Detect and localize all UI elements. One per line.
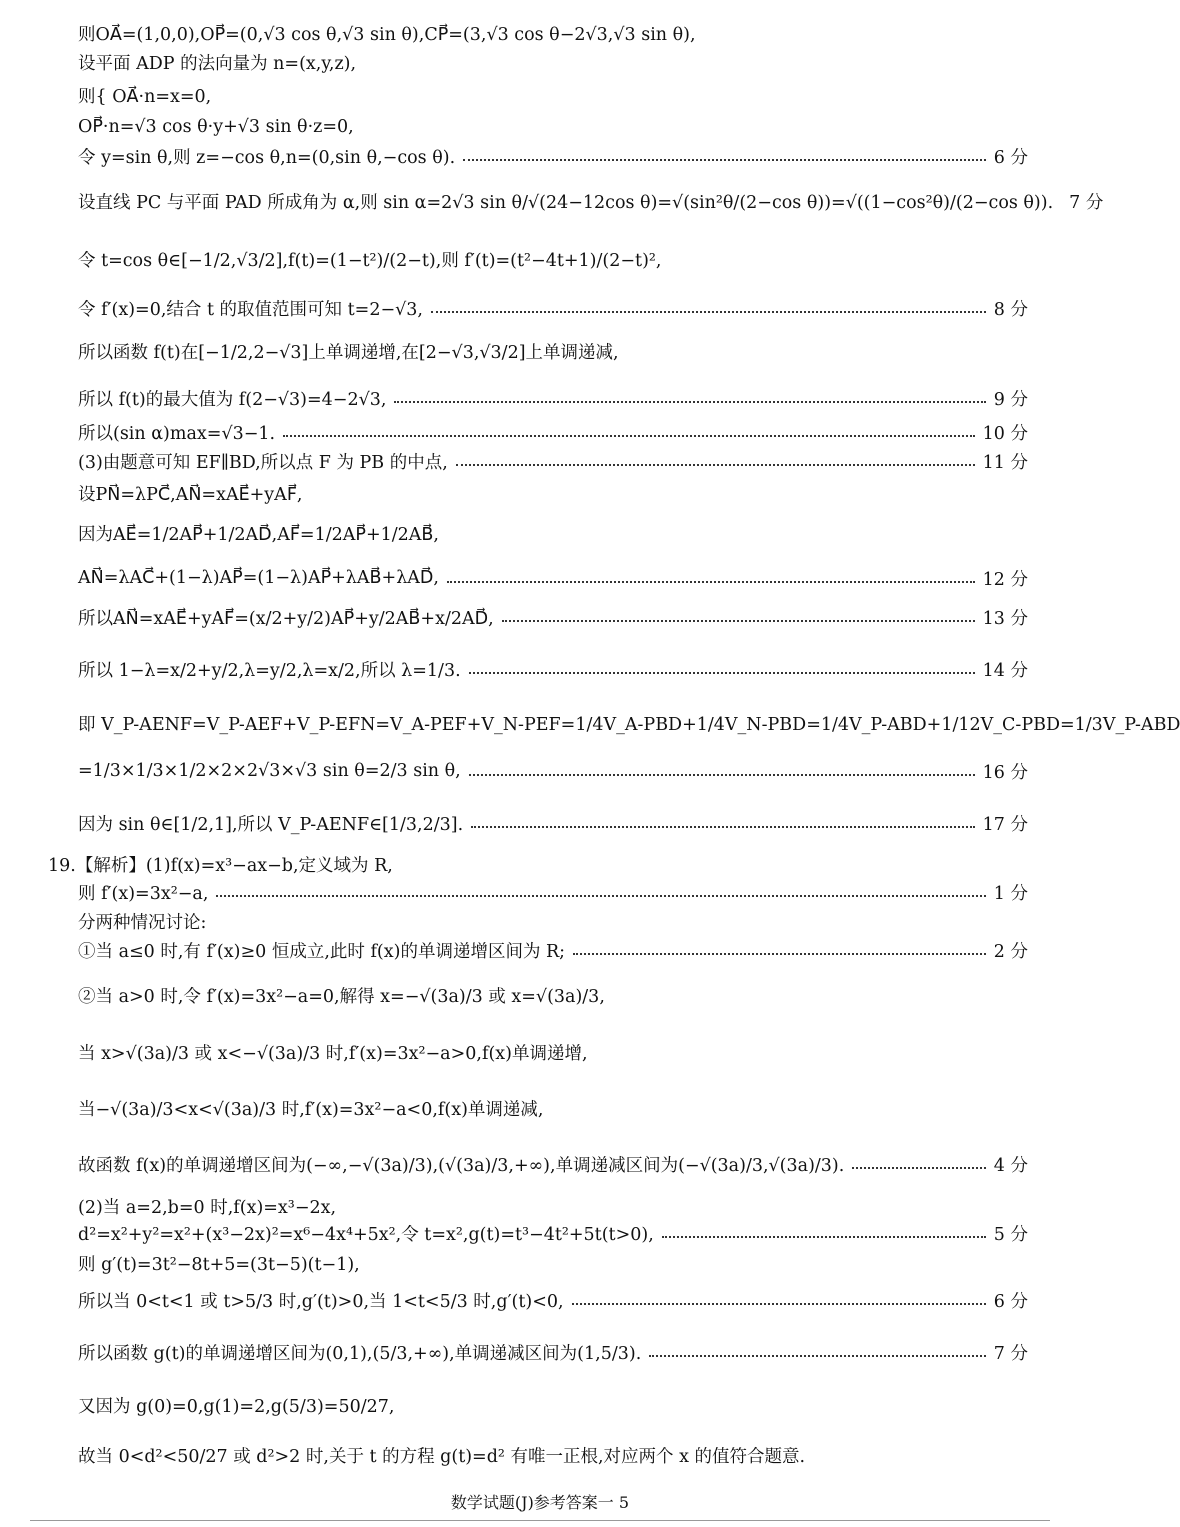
- solution-text: 则{ OA⃗·n=x=0,: [78, 86, 212, 107]
- solution-text: (3)由题意可知 EF∥BD,所以点 F 为 PB 的中点,: [78, 452, 448, 473]
- dot-leader: [572, 1303, 986, 1305]
- solution-line: [78, 1248, 1028, 1278]
- score-label: 6 分: [993, 1291, 1028, 1312]
- solution-line: [78, 244, 1028, 274]
- solution-line: [78, 1149, 1028, 1179]
- solution-line: [78, 80, 1028, 110]
- solution-line: [78, 293, 1028, 323]
- solution-text: 令 t=cos θ∈[−1/2,√3/2],f(t)=(1−t²)/(2−t),则 f′(t)=(t²−4t+1)/(2−t)²,: [78, 250, 662, 271]
- solution-line: [78, 47, 1028, 77]
- solution-line: [78, 756, 1028, 786]
- score-label: 5 分: [993, 1224, 1028, 1245]
- solution-text: (2)当 a=2,b=0 时,f(x)=x³−2x,: [78, 1197, 337, 1218]
- solution-text: 当 x>√(3a)/3 或 x<−√(3a)/3 时,f′(x)=3x²−a>0,f(x)单调递增,: [78, 1043, 588, 1064]
- solution-line: [78, 417, 1028, 447]
- solution-text: AN⃗=λAC⃗+(1−λ)AP⃗=(1−λ)AP⃗+λAB⃗+λAD⃗,: [78, 568, 439, 588]
- solution-line: [78, 708, 1180, 738]
- solution-line: [78, 18, 1028, 48]
- dot-leader: [283, 435, 975, 437]
- dot-leader: [394, 401, 985, 403]
- solution-text: 又因为 g(0)=0,g(1)=2,g(5/3)=50/27,: [78, 1396, 395, 1417]
- solution-line: [78, 602, 1028, 632]
- solution-line: [78, 478, 1028, 508]
- solution-line: [78, 906, 1028, 936]
- page-footer: 数学试题(J)参考答案一 5: [450, 1493, 630, 1512]
- solution-line: [78, 935, 1028, 965]
- solution-text: 即 V_P-AENF=V_P-AEF+V_P-EFN=V_A-PEF+V_N-PEF=1/4V_A-PBD+1/4V_N-PBD=1/4V_P-ABD+1/12V_C-PBD=1/3V_P-ABD: [78, 714, 1180, 735]
- dot-leader: [431, 311, 986, 313]
- solution-line: [78, 446, 1028, 476]
- solution-line: [78, 141, 1028, 171]
- score-label: 16 分: [982, 762, 1028, 783]
- score-label: 7 分: [1069, 192, 1104, 213]
- solution-line: [78, 518, 1028, 548]
- dot-leader: [447, 581, 975, 583]
- dot-leader: [662, 1236, 986, 1238]
- dot-leader: [216, 895, 985, 897]
- score-label: 14 分: [982, 660, 1028, 681]
- score-label: 7 分: [993, 1343, 1028, 1364]
- solution-line: [78, 112, 1028, 142]
- solution-text: 19.【解析】(1)f(x)=x³−ax−b,定义域为 R,: [48, 855, 393, 876]
- solution-text: 设平面 ADP 的法向量为 n=(x,y,z),: [78, 53, 357, 74]
- solution-line: [78, 808, 1028, 838]
- solution-text: 分两种情况讨论:: [78, 912, 207, 933]
- solution-text: 故当 0<d²<50/27 或 d²>2 时,关于 t 的方程 g(t)=d² 有唯一正根,对应两个 x 的值符合题意.: [78, 1446, 806, 1467]
- solution-line: [78, 654, 1028, 684]
- footer-rule: [30, 1520, 1050, 1521]
- solution-line: [48, 849, 1028, 879]
- solution-line: [78, 1285, 1028, 1315]
- solution-text: OP⃗·n=√3 cos θ·y+√3 sin θ·z=0,: [78, 117, 354, 137]
- score-label: 6 分: [993, 147, 1028, 168]
- score-label: 1 分: [993, 883, 1028, 904]
- solution-line: [78, 1093, 1028, 1123]
- score-label: 17 分: [982, 814, 1028, 835]
- dot-leader: [469, 774, 975, 776]
- solution-line: [78, 186, 1104, 216]
- solution-line: [78, 877, 1028, 907]
- score-label: 10 分: [982, 423, 1028, 444]
- solution-line: [78, 1037, 1028, 1067]
- score-label: 2 分: [993, 941, 1028, 962]
- solution-text: ①当 a≤0 时,有 f′(x)≥0 恒成立,此时 f(x)的单调递增区间为 R;: [78, 941, 566, 962]
- solution-line: [78, 1191, 1028, 1221]
- solution-line: [78, 980, 1028, 1010]
- score-label: 9 分: [993, 389, 1028, 410]
- solution-line: [78, 336, 1028, 366]
- solution-text: ②当 a>0 时,令 f′(x)=3x²−a=0,解得 x=−√(3a)/3 或 x=√(3a)/3,: [78, 986, 605, 1007]
- dot-leader: [463, 159, 986, 161]
- solution-text: 所以函数 g(t)的单调递增区间为(0,1),(5/3,+∞),单调递减区间为(1,5/3).: [78, 1343, 642, 1364]
- dot-leader: [649, 1355, 986, 1357]
- solution-text: 令 f′(x)=0,结合 t 的取值范围可知 t=2−√3,: [78, 299, 423, 320]
- solution-text: 则OA⃗=(1,0,0),OP⃗=(0,√3 cos θ,√3 sin θ),CP⃗=(3,√3 cos θ−2√3,√3 sin θ),: [78, 24, 696, 45]
- solution-text: 所以(sin α)max=√3−1.: [78, 423, 276, 444]
- solution-line: [78, 563, 1028, 593]
- solution-line: [78, 383, 1028, 413]
- solution-text: 则 g′(t)=3t²−8t+5=(3t−5)(t−1),: [78, 1254, 360, 1275]
- score-label: 8 分: [993, 299, 1028, 320]
- solution-text: 所以 1−λ=x/2+y/2,λ=y/2,λ=x/2,所以 λ=1/3.: [78, 660, 461, 681]
- solution-text: =1/3×1/3×1/2×2×2√3×√3 sin θ=2/3 sin θ,: [78, 761, 461, 781]
- dot-leader: [469, 672, 975, 674]
- solution-text: 当−√(3a)/3<x<√(3a)/3 时,f′(x)=3x²−a<0,f(x)单调递减,: [78, 1099, 544, 1120]
- solution-line: [78, 1440, 1028, 1470]
- solution-text: 则 f′(x)=3x²−a,: [78, 883, 209, 904]
- solution-text: 设直线 PC 与平面 PAD 所成角为 α,则 sin α=2√3 sin θ/√(24−12cos θ)=√(sin²θ/(2−cos θ))=√((1−cos²θ)/(2−cos θ)).: [78, 192, 1054, 213]
- score-label: 11 分: [982, 452, 1028, 473]
- solution-text: 所以函数 f(t)在[−1/2,2−√3]上单调递增,在[2−√3,√3/2]上单调递减,: [78, 342, 619, 363]
- dot-leader: [852, 1167, 985, 1169]
- solution-text: d²=x²+y²=x²+(x³−2x)²=x⁶−4x⁴+5x²,令 t=x²,g(t)=t³−4t²+5t(t>0),: [78, 1224, 654, 1245]
- solution-line: [78, 1390, 1028, 1420]
- score-label: 4 分: [993, 1155, 1028, 1176]
- solution-line: [78, 1337, 1028, 1367]
- dot-leader: [456, 464, 975, 466]
- solution-text: 因为AE⃗=1/2AP⃗+1/2AD⃗,AF⃗=1/2AP⃗+1/2AB⃗,: [78, 524, 439, 545]
- solution-line: [78, 1218, 1028, 1248]
- dot-leader: [471, 826, 975, 828]
- dot-leader: [502, 620, 975, 622]
- score-label: 12 分: [982, 569, 1028, 590]
- solution-text: 所以AN⃗=xAE⃗+yAF⃗=(x/2+y/2)AP⃗+y/2AB⃗+x/2AD⃗,: [78, 608, 494, 629]
- solution-text: 所以当 0<t<1 或 t>5/3 时,g′(t)>0,当 1<t<5/3 时,g′(t)<0,: [78, 1291, 564, 1312]
- solution-text: 所以 f(t)的最大值为 f(2−√3)=4−2√3,: [78, 389, 387, 410]
- dot-leader: [573, 953, 986, 955]
- solution-text: 因为 sin θ∈[1/2,1],所以 V_P-AENF∈[1/3,2/3].: [78, 814, 464, 835]
- solution-text: 令 y=sin θ,则 z=−cos θ,n=(0,sin θ,−cos θ).: [78, 147, 456, 168]
- solution-text: 故函数 f(x)的单调递增区间为(−∞,−√(3a)/3),(√(3a)/3,+∞),单调递减区间为(−√(3a)/3,√(3a)/3).: [78, 1155, 845, 1176]
- solution-text: 设PN⃗=λPC⃗,AN⃗=xAE⃗+yAF⃗,: [78, 484, 303, 505]
- score-label: 13 分: [982, 608, 1028, 629]
